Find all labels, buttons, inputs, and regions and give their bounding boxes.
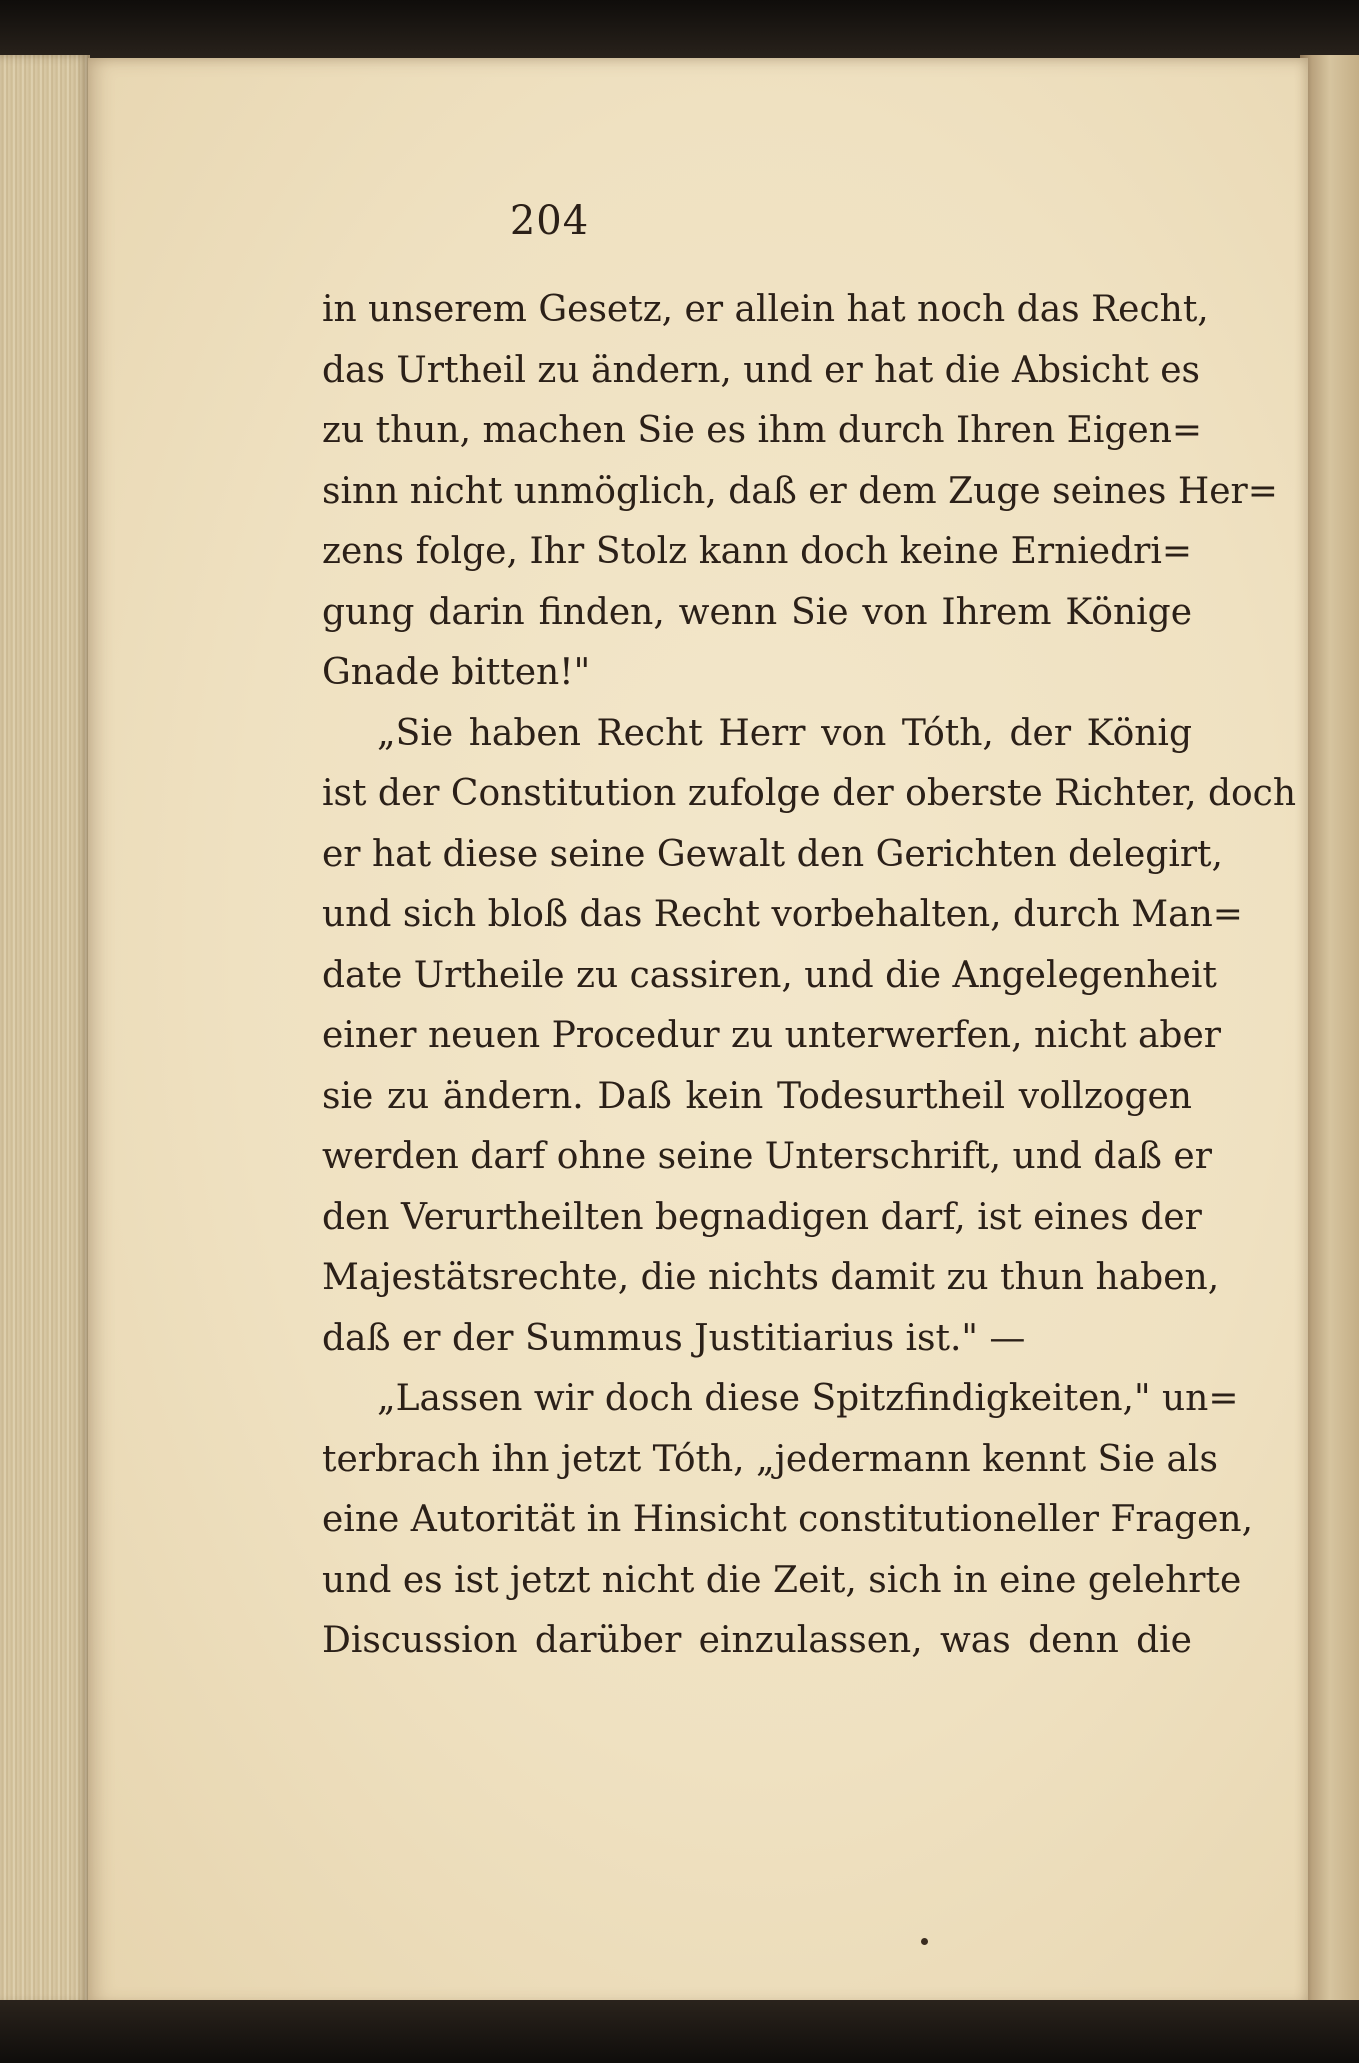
text-line: daß er der Summus Justitiarius ist." — — [322, 1317, 1026, 1359]
text-line: ist der Constitution zufolge der oberste Richter, doch — [322, 773, 1297, 814]
body-text — [322, 280, 1297, 1672]
page-stack-edges — [0, 55, 90, 2005]
page-number: 204 — [509, 198, 590, 244]
text-line: das Urtheil zu ändern, und er hat die Absicht es — [322, 349, 1201, 391]
text-line: zu thun, machen Sie es ihm durch Ihren Eigen= — [322, 410, 1203, 451]
text-line: terbrach ihn jetzt Tóth, „jedermann kennt Sie als — [322, 1438, 1218, 1480]
text-line: gung darin finden, wenn Sie von Ihrem Könige — [322, 591, 1192, 633]
text-line: zens folge, Ihr Stolz kann doch keine Erniedri= — [322, 531, 1192, 572]
text-line: einer neuen Procedur zu unterwerfen, nicht aber — [322, 1015, 1221, 1056]
text-line: sinn nicht unmöglich, daß er dem Zuge seines Her= — [322, 470, 1278, 512]
text-line: date Urtheile zu cassiren, und die Angelegenheit — [322, 954, 1217, 996]
text-line: Discussion darüber einzulassen, was denn die — [322, 1620, 1192, 1661]
text-line: und es ist jetzt nicht die Zeit, sich in eine gelehrte — [322, 1559, 1242, 1601]
binding-edge — [1300, 55, 1359, 2005]
text-line: er hat diese seine Gewalt den Gerichten delegirt, — [322, 833, 1223, 875]
text-line: Gnade bitten!" — [322, 652, 591, 693]
text-line: in unserem Gesetz, er allein hat noch das Recht, — [322, 289, 1209, 330]
text-line: werden darf ohne seine Unterschrift, und daß er — [322, 1136, 1212, 1177]
text-line: „Lassen wir doch diese Spitzfindigkeiten," un= — [377, 1378, 1239, 1419]
text-line: und sich bloß das Recht vorbehalten, durch Man= — [322, 894, 1243, 935]
text-line: Majestätsrechte, die nichts damit zu thun haben, — [322, 1257, 1220, 1298]
text-line: eine Autorität in Hinsicht constitutioneller Fragen, — [322, 1499, 1254, 1540]
text-line: „Sie haben Recht Herr von Tóth, der König — [377, 712, 1192, 754]
book-top-edge — [0, 0, 1359, 62]
text-line: sie zu ändern. Daß kein Todesurtheil vollzogen — [322, 1075, 1192, 1117]
page-mark — [921, 1938, 928, 1945]
book-bottom-edge — [0, 2000, 1359, 2063]
text-line: den Verurtheilten begnadigen darf, ist eines der — [322, 1196, 1202, 1238]
